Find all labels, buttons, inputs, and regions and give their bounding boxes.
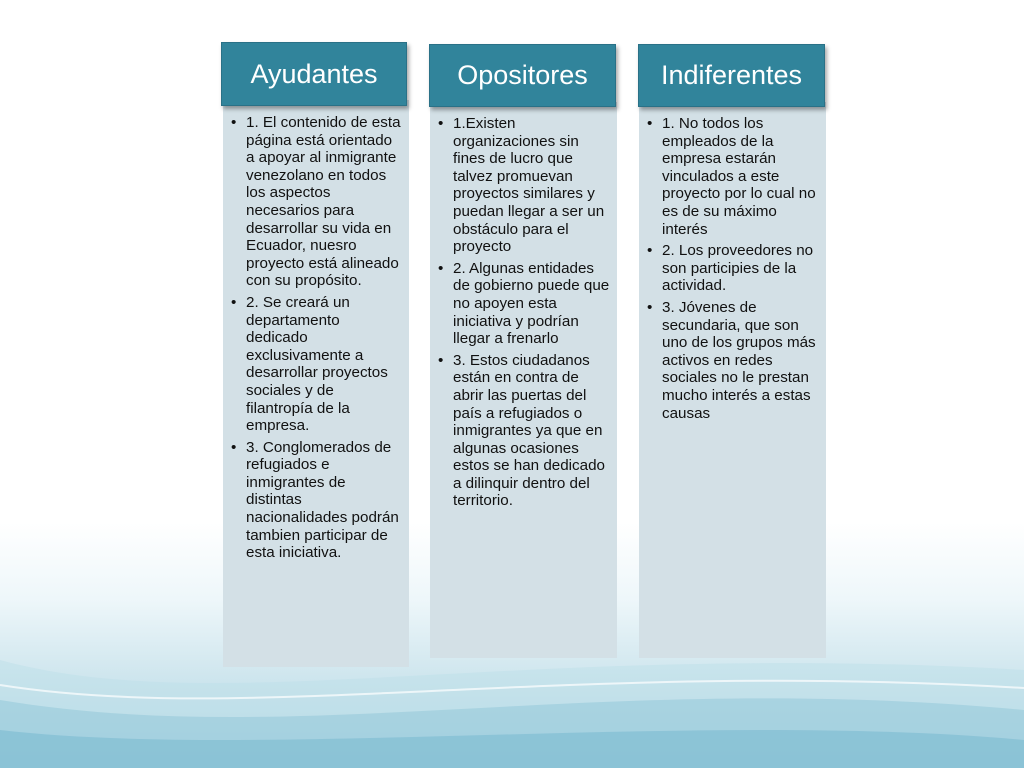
list-item: • 2. Se creará un departamento dedicado exclusivamente a desarrollar proyectos sociales y de filantropía de la empresa. bbox=[231, 294, 403, 435]
list-item: • 1. El contenido de esta página está orientado a apoyar al inmigrante venezolano en todos los aspectos necesarios para desarrollar su vida en Ecuador, nuesro proyecto está alineado con su propósito. bbox=[231, 114, 403, 290]
column-indiferentes-title: Indiferentes bbox=[660, 60, 803, 90]
column-indiferentes-header bbox=[638, 44, 825, 107]
column-indiferentes-list bbox=[647, 115, 819, 426]
column-opositores-header bbox=[429, 44, 616, 107]
list-item: • 3. Jóvenes de secundaria, que son uno de los grupos más activos en redes sociales no le prestan mucho interés a estas causas bbox=[647, 299, 819, 422]
column-ayudantes bbox=[223, 42, 409, 667]
column-opositores-title: Opositores bbox=[457, 60, 588, 90]
list-item: • 1. No todos los empleados de la empresa estarán vinculados a este proyecto por lo cual no es de su máximo interés bbox=[647, 115, 819, 238]
column-ayudantes-header bbox=[221, 42, 407, 106]
list-item: • 3. Conglomerados de refugiados e inmigrantes de distintas nacionalidades podrán tambien participar de esta iniciativa. bbox=[231, 439, 403, 562]
column-opositores-list bbox=[438, 115, 610, 514]
column-indiferentes bbox=[639, 44, 826, 658]
list-item: • 1.Existen organizaciones sin fines de lucro que talvez promuevan proyectos similares y puedan llegar a ser un obstáculo para el proyecto bbox=[438, 115, 610, 256]
column-ayudantes-list bbox=[231, 114, 403, 566]
column-ayudantes-title: Ayudantes bbox=[250, 58, 378, 89]
column-opositores bbox=[430, 44, 617, 658]
list-item: • 2. Los proveedores no son participies de la actividad. bbox=[647, 242, 819, 295]
list-item: • 3. Estos ciudadanos están en contra de abrir las puertas del país a refugiados o inmigrantes ya que en algunas ocasiones estos se han dedicado a dilinquir dentro del territorio. bbox=[438, 352, 610, 510]
list-item: • 2. Algunas entidades de gobierno puede que no apoyen esta iniciativa y podrían llegar a frenarlo bbox=[438, 260, 610, 348]
